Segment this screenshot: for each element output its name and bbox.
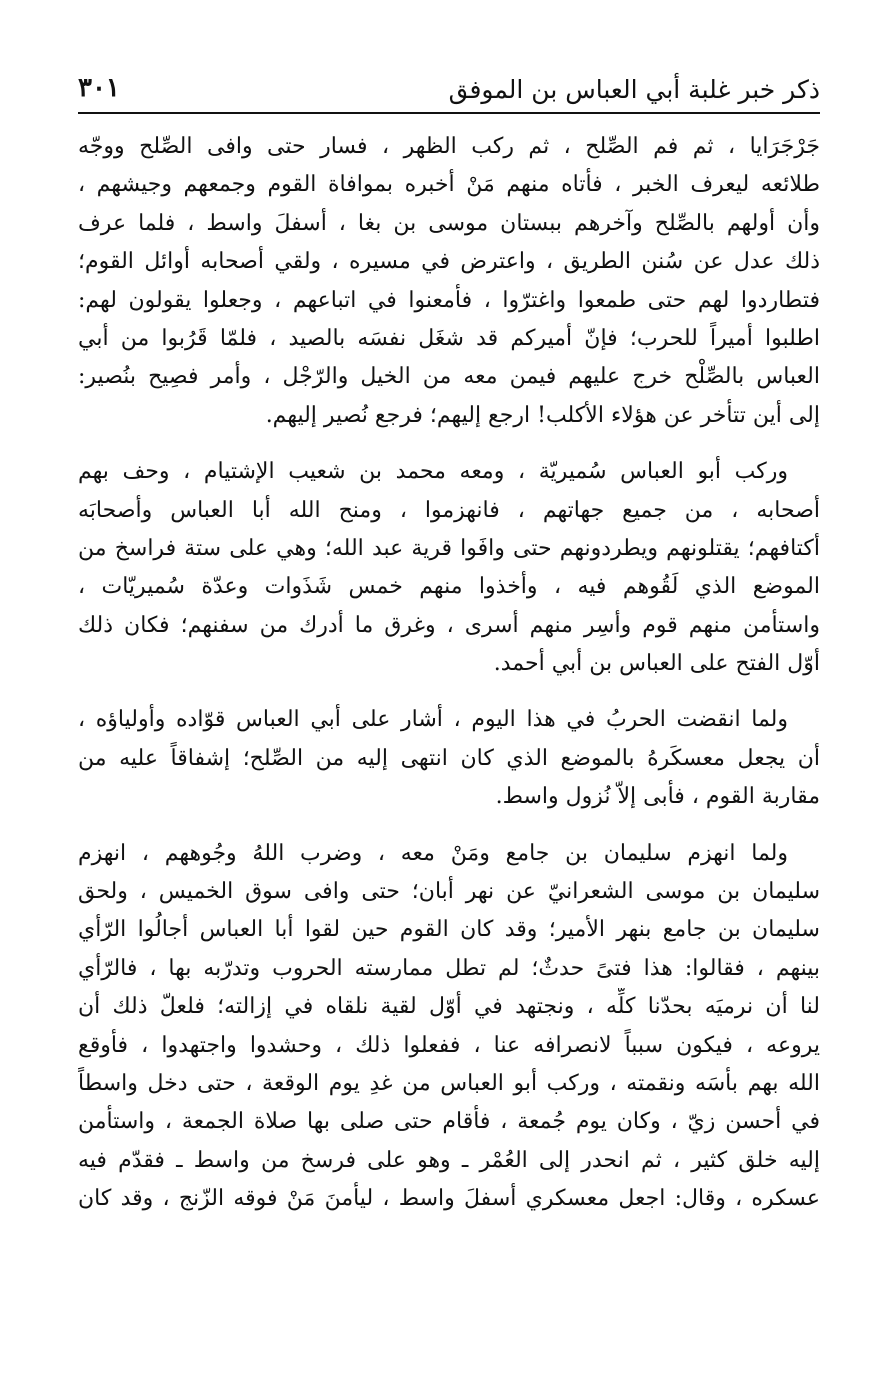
text-line: ولما انهزم سليمان بن جامع ومَنْ معه ، وضرب اللهُ وجُوههم ، انهزم [78, 840, 788, 866]
text-line: العباس بالصِّلْح خرج عليهم فيمن معه من الخيل والرّجْل ، وأمر فصِيح بنُصير: [78, 364, 820, 390]
text-line: أوّل الفتح على العباس بن أبي أحمد. [493, 651, 820, 677]
text-line: ذلك عدل عن سُنن الطريق ، واعترض في مسيره ، ولقي أصحابه أوائل القوم؛ [78, 249, 820, 275]
paragraph-4 [78, 835, 820, 1219]
body-text [78, 128, 820, 1219]
text-line: الله بهم بأسَه ونقمته ، وركب أبو العباس من غدِ يوم الوقعة ، حتى دخل واسطاً [78, 1070, 820, 1096]
text-line: يروعه ، فيكون سبباً لانصرافه عنا ، ففعلوا ذلك ، وحشدوا واجتهدوا ، فأوقع [78, 1032, 820, 1058]
text-line: سليمان بن جامع بنهر الأمير؛ وقد كان القوم حين لقوا أبا العباس أجالُوا الرّأي [78, 917, 820, 943]
text-line: الموضع الذي لَقُوهم فيه ، وأخذوا منهم خمس شَذَوات وعدّة سُميريّات ، [78, 574, 820, 600]
text-line: جَرْجَرَايا ، ثم فم الصِّلح ، ثم ركب الظهر ، فسار حتى وافى الصِّلح ووجّه [78, 134, 820, 159]
paragraph-1 [78, 128, 820, 435]
text-line: أن يجعل معسكَرهُ بالموضع الذي كان انتهى إليه من الصِّلح؛ إشفاقاً عليه من [78, 745, 820, 771]
text-line: مقاربة القوم ، فأبى إلاّ نُزول واسط. [495, 784, 820, 810]
text-line: سليمان بن موسى الشعرانيّ عن نهر أبان؛ حتى وافى سوق الخميس ، ولحق [78, 879, 820, 905]
text-line: أصحابه ، من جميع جهاتهم ، فانهزموا ، ومنح الله أبا العباس وأصحابَه [78, 497, 820, 523]
book-page [78, 66, 820, 1376]
text-line: أكتافهم؛ يقتلونهم ويطردونهم حتى وافَوا قرية عبد الله؛ وهي على ستة فراسخ من [78, 535, 820, 561]
text-line: واستأمن منهم قوم وأسِر منهم أسرى ، وغرق ما أدرك من سفنهم؛ فكان ذلك [78, 612, 820, 638]
running-title: ذكر خبر غلبة أبي العباس بن الموفق [448, 75, 820, 104]
paragraph-3 [78, 701, 820, 816]
text-line: إليه خلق كثير ، ثم انحدر إلى العُمْر ـ وهو على فرسخ من واسط ـ فقدّم فيه [78, 1147, 820, 1173]
text-line: بينهم ، فقالوا: هذا فتىً حدثٌ؛ لم تطل ممارسته الحروب وتدرّبه بها ، فالرّأي [78, 955, 820, 981]
text-line: إلى أين تتأخر عن هؤلاء الأكلب! ارجع إليهم؛ فرجع نُصير إليهم. [265, 402, 820, 428]
paragraph-2 [78, 453, 820, 683]
text-line: طلائعه ليعرف الخبر ، فأتاه منهم مَنْ أخبره بموافاة القوم وجمعهم وجيشهم ، [78, 172, 820, 198]
text-line: ولما انقضت الحربُ في هذا اليوم ، أشار على أبي العباس قوّاده وأولياؤه ، [78, 707, 788, 733]
running-header [78, 66, 820, 114]
text-line: عسكره ، وقال: اجعل معسكري أسفلَ واسط ، ليأمنَ مَنْ فوقه الزّنج ، وقد كان [78, 1186, 820, 1212]
text-line: اطلبوا أميراً للحرب؛ فإنّ أميركم قد شغَل نفسَه بالصيد ، فلمّا قَرُبوا من أبي [78, 325, 820, 351]
text-line: في أحسن زيّ ، وكان يوم جُمعة ، فأقام حتى صلى بها صلاة الجمعة ، واستأمن [78, 1109, 820, 1135]
text-line: وركب أبو العباس سُميريّة ، ومعه محمد بن شعيب الإشتيام ، وحف بهم [78, 459, 788, 485]
text-line: فتطاردوا لهم حتى طمعوا واغترّوا ، فأمعنوا في اتباعهم ، وجعلوا يقولون لهم: [78, 287, 820, 313]
text-line: لنا أن نرميَه بحدّنا كلِّه ، ونجتهد في أوّل لقية نلقاه في إزالته؛ فلعلّ ذلك أن [78, 994, 820, 1020]
page-number: ٣٠١ [78, 73, 120, 103]
text-line: وأن أولهم بالصِّلح وآخرهم ببستان موسى بن بغا ، أسفلَ واسط ، فلما عرف [78, 210, 820, 236]
